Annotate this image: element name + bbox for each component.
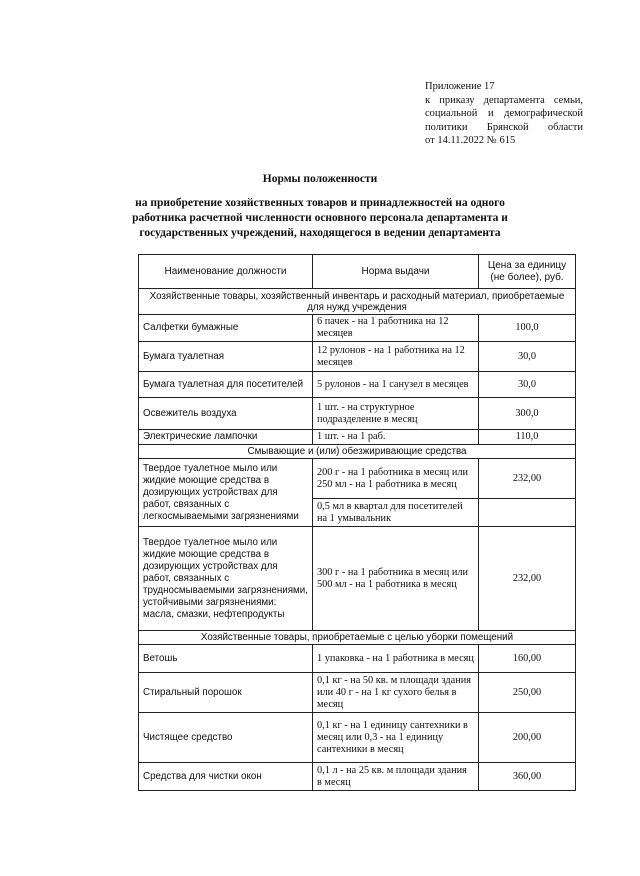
row-name: Стиральный порошок [139, 673, 313, 713]
appendix-line: социальной и демографической [425, 108, 583, 119]
row-norm: 0,1 л - на 25 кв. м площади здания в месяц [313, 763, 479, 791]
row-price: 110,0 [479, 430, 576, 445]
table-row [139, 713, 576, 763]
table-row [139, 342, 576, 372]
row-norm: 12 рулонов - на 1 работника на 12 месяцев [313, 342, 479, 372]
appendix-line: от 14.11.2022 № 615 [425, 135, 516, 146]
row-norm: 5 рулонов - на 1 санузел в месяцев [313, 372, 479, 398]
table-row [139, 527, 576, 631]
document-subtitle [60, 196, 580, 241]
row-name: Бумага туалетная [139, 342, 313, 372]
section-title: Хозяйственные товары, приобретаемые с целью уборки помещений [139, 631, 576, 645]
row-norm: 200 г - на 1 работника в месяц или 250 мл - на 1 работника в месяц [313, 459, 479, 499]
row-price: 30,0 [479, 342, 576, 372]
row-norm: 0,1 кг - на 50 кв. м площади здания или 40 г - на 1 кг сухого белья в месяц [313, 673, 479, 713]
row-price: 300,0 [479, 398, 576, 430]
appendix-block [425, 80, 583, 148]
row-price: 200,00 [479, 713, 576, 763]
row-norm: 300 г - на 1 работника в месяц или 500 мл - на 1 работника в месяц [313, 527, 479, 631]
table-row [139, 372, 576, 398]
row-price: 232,00 [479, 459, 576, 499]
row-name: Электрические лампочки [139, 430, 313, 445]
header-norm: Норма выдачи [313, 255, 479, 289]
row-name: Твердое туалетное мыло или жидкие моющие средства в дозирующих устройствах для работ, связанных с легкосмываемыми загрязнениями [139, 459, 313, 527]
table-row [139, 315, 576, 342]
appendix-line: политики Брянской области [425, 121, 583, 133]
subtitle-line: работника расчетной численности основного персонала департамента и [132, 212, 508, 224]
row-norm: 1 упаковка - на 1 работника в месяц [313, 645, 479, 673]
row-name: Бумага туалетная для посетителей [139, 372, 313, 398]
row-name: Ветошь [139, 645, 313, 673]
header-price: Цена за единицу (не более), руб. [479, 255, 576, 289]
row-name: Освежитель воздуха [139, 398, 313, 430]
row-name: Средства для чистки окон [139, 763, 313, 791]
appendix-line: к приказу департамента семьи, [425, 94, 583, 106]
section-title: Смывающие и (или) обезжиривающие средства [139, 445, 576, 459]
row-price-empty [479, 499, 576, 527]
row-price: 100,0 [479, 315, 576, 342]
row-norm: 6 пачек - на 1 работника на 12 месяцев [313, 315, 479, 342]
row-name: Твердое туалетное мыло или жидкие моющие средства в дозирующих устройствах для работ, связанных с трудносмываемыми загрязнениями, устойчивыми загрязнениями: масла, смазки, нефтепродукты [139, 527, 313, 631]
subtitle-line: государственных учреждений, находящегося в ведении департамента [139, 227, 501, 239]
table-row [139, 398, 576, 430]
table-row [139, 459, 576, 499]
subtitle-line: на приобретение хозяйственных товаров и принадлежностей на одного [135, 197, 505, 209]
row-norm: 1 шт. - на структурное подразделение в месяц [313, 398, 479, 430]
row-name: Чистящее средство [139, 713, 313, 763]
row-price: 30,0 [479, 372, 576, 398]
row-price: 360,00 [479, 763, 576, 791]
document-title: Нормы положенности [262, 173, 378, 185]
row-price: 232,00 [479, 527, 576, 631]
header-name: Наименование должности [139, 255, 313, 289]
row-price: 250,00 [479, 673, 576, 713]
section-title: Хозяйственные товары, хозяйственный инвентарь и расходный материал, приобретаемые для нужд учреждения [139, 289, 576, 315]
table-row [139, 645, 576, 673]
table-row [139, 430, 576, 445]
table-row [139, 673, 576, 713]
row-norm: 1 шт. - на 1 раб. [313, 430, 479, 445]
table-row [139, 763, 576, 791]
appendix-line: Приложение 17 [425, 81, 495, 92]
row-norm-visitors: 0,5 мл в квартал для посетителей на 1 умывальник [313, 499, 479, 527]
row-norm: 0,1 кг - на 1 единицу сантехники в месяц или 0,3 - на 1 единицу сантехники в месяц [313, 713, 479, 763]
norms-table [138, 254, 576, 791]
row-price: 160,00 [479, 645, 576, 673]
row-name: Салфетки бумажные [139, 315, 313, 342]
